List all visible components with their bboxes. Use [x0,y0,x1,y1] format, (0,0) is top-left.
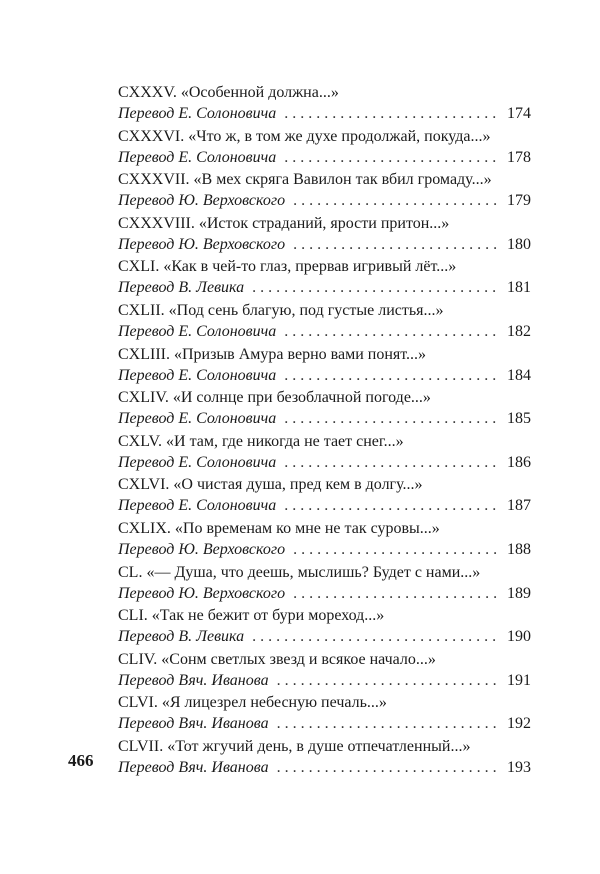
page-ref: 186 [507,453,531,471]
dot-leader [284,321,499,342]
translator: Перевод Вяч. Иванова [118,758,269,776]
toc-entry [118,736,531,780]
dot-leader [277,713,499,734]
poem-title: CXLIII. «Призыв Амура верно вами понят...» [118,345,427,363]
translator: Перевод В. Левика [118,279,245,297]
translator-row [118,103,531,124]
page-number: 466 [68,751,94,770]
dot-leader [277,670,499,691]
translator-row [118,495,531,516]
translator: Перевод Вяч. Иванова [118,671,269,689]
toc-entry [118,649,531,693]
translator-row [118,321,531,342]
translator-row [118,277,531,298]
page-ref: 193 [507,758,531,776]
poem-title: CLVII. «Тот жгучий день, в душе отпечатленный...» [118,737,471,755]
page-ref: 185 [507,410,531,428]
translator-row [118,583,531,604]
poem-title: CXLIX. «По временам ко мне не так суровы...» [118,519,440,537]
translator: Перевод Е. Солоновича [118,497,277,515]
translator: Перевод Вяч. Иванова [118,715,269,733]
page-ref: 178 [507,148,531,166]
page-ref: 180 [507,235,531,253]
toc-entry [118,692,531,736]
poem-title: CXLI. «Как в чей-то глаз, прервав игривый лёт...» [118,258,457,276]
page-ref: 179 [507,192,531,210]
poem-title: CLVI. «Я лицезрел небесную печаль...» [118,694,387,712]
dot-leader [284,452,499,473]
toc-entry [118,300,531,344]
poem-title: CXLIV. «И солнце при безоблачной погоде...» [118,389,431,407]
translator-row [118,408,531,429]
dot-leader [293,190,499,211]
translator-row [118,147,531,168]
translator: Перевод Ю. Верховского [118,540,286,558]
page-ref: 189 [507,584,531,602]
translator: Перевод В. Левика [118,628,245,646]
translator-row [118,670,531,691]
translator: Перевод Ю. Верховского [118,235,286,253]
dot-leader [293,583,499,604]
translator-row [118,626,531,647]
dot-leader [293,234,499,255]
translator: Перевод Ю. Верховского [118,192,286,210]
page-ref: 182 [507,322,531,340]
page-ref: 192 [507,715,531,733]
toc-entry [118,126,531,170]
toc-entry [118,387,531,431]
dot-leader [284,147,499,168]
page-ref: 174 [507,105,531,122]
toc-entry [118,474,531,518]
translator: Перевод Е. Солоновича [118,322,277,340]
translator-row [118,365,531,386]
poem-title: CXLII. «Под сень благую, под густые листья...» [118,301,444,319]
poem-title: CXXXVI. «Что ж, в том же духе продолжай, покуда...» [118,127,491,145]
dot-leader [293,539,499,560]
poem-title: CXXXVII. «В мех скряга Вавилон так вбил громаду...» [118,171,492,189]
translator: Перевод Е. Солоновича [118,105,277,122]
translator-row [118,757,531,778]
translator: Перевод Ю. Верховского [118,584,286,602]
dot-leader [252,626,499,647]
dot-leader [284,408,499,429]
translator-row [118,452,531,473]
dot-leader [284,495,499,516]
translator-row [118,190,531,211]
poem-title: CXXXVIII. «Исток страданий, ярости притон...» [118,214,450,232]
poem-title: CLI. «Так не бежит от бури мореход...» [118,607,385,625]
toc-entry [118,82,531,126]
page-ref: 184 [507,366,531,384]
page-ref: 181 [507,279,531,297]
poem-title: CXLVI. «О чистая душа, пред кем в долгу...» [118,476,423,494]
toc-entry [118,518,531,562]
translator-row [118,539,531,560]
page-ref: 187 [507,497,531,515]
translator: Перевод Е. Солоновича [118,366,277,384]
dot-leader [277,757,499,778]
toc-entry [118,562,531,606]
translator: Перевод Е. Солоновича [118,453,277,471]
translator: Перевод Е. Солоновича [118,148,277,166]
toc-entry [118,431,531,475]
poem-title: CLIV. «Сонм светлых звезд и всякое начало...» [118,650,436,668]
toc-entry [118,344,531,388]
toc-entry [118,213,531,257]
translator-row [118,713,531,734]
page-ref: 191 [507,671,531,689]
translator-row [118,234,531,255]
poem-title: CL. «— Душа, что деешь, мыслишь? Будет с нами...» [118,563,481,581]
poem-title: CXXXV. «Особенной должна...» [118,84,339,101]
toc-entry [118,605,531,649]
translator: Перевод Е. Солоновича [118,410,277,428]
toc-entry [118,169,531,213]
dot-leader [252,277,499,298]
poem-title: CXLV. «И там, где никогда не тает снег...» [118,432,404,450]
page-ref: 188 [507,540,531,558]
table-of-contents [118,82,531,780]
dot-leader [284,365,499,386]
toc-entry [118,256,531,300]
dot-leader [284,103,499,124]
page-ref: 190 [507,628,531,646]
